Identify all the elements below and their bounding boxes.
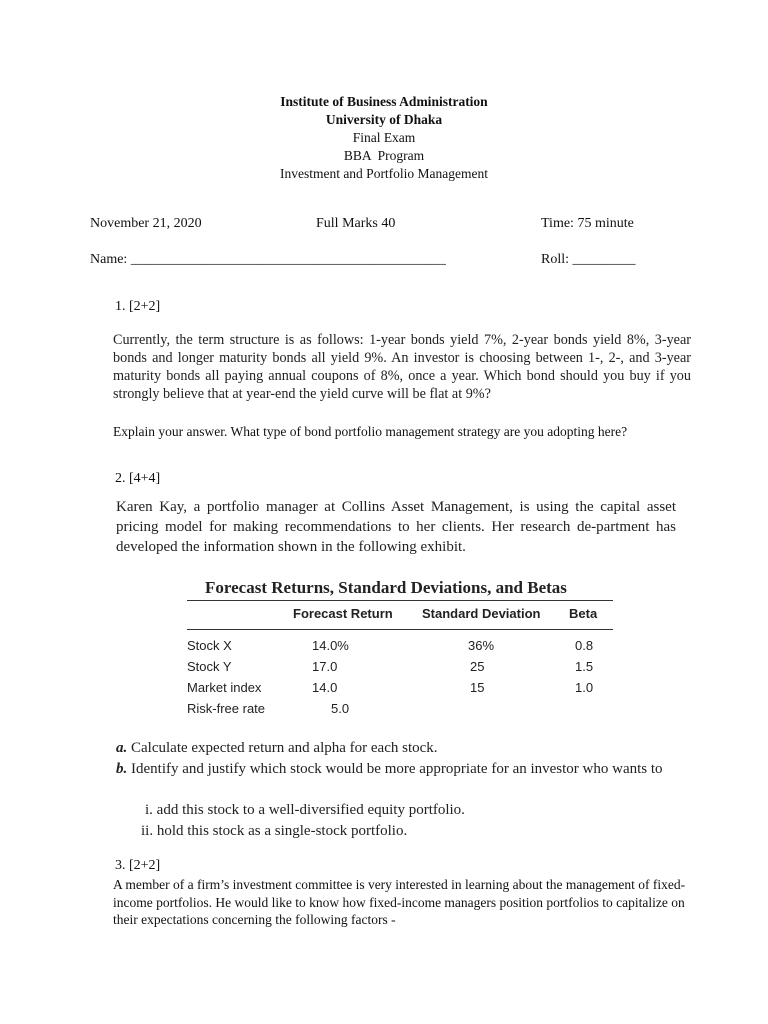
row-label: Stock X xyxy=(187,638,232,653)
col-header-return: Forecast Return xyxy=(293,606,393,621)
course-name: Investment and Portfolio Management xyxy=(279,166,489,181)
col-header-beta: Beta xyxy=(569,606,598,621)
part-a-letter: a. xyxy=(116,740,128,756)
table-header-rule xyxy=(187,629,613,630)
exam-header xyxy=(0,93,768,183)
q2-part-b xyxy=(116,759,676,779)
q1-followup: Explain your answer. What type of bond portfolio management strategy are you adopting here? xyxy=(113,424,628,439)
cell-return: 14.0% xyxy=(312,638,349,653)
exam-date: November 21, 2020 xyxy=(90,216,202,231)
q2-part-b-i: i. add this stock to a well-diversified equity portfolio. xyxy=(145,802,465,818)
part-b-text: Identify and justify which stock would be more appropriate for an investor who wants to xyxy=(131,761,663,777)
q2-part-a xyxy=(116,738,676,758)
table-title: Forecast Returns, Standard Deviations, and Betas xyxy=(205,578,567,597)
university-name: University of Dhaka xyxy=(325,112,443,127)
row-label: Stock Y xyxy=(187,659,232,674)
program-name: BBA Program xyxy=(343,148,425,163)
cell-return: 5.0 xyxy=(331,701,350,716)
cell-return: 14.0 xyxy=(312,680,338,695)
q2-body: Karen Kay, a portfolio manager at Collins Asset Management, is using the capital asset pricing model for making recommendations to her clients. Her research de-partment has developed the information shown in the following exhibit. xyxy=(116,499,676,555)
q2-part-b-ii: ii. hold this stock as a single-stock portfolio. xyxy=(141,823,408,839)
q3-body: A member of a firm’s investment committee is very interested in learning about the management of fixed-income portfolios. He would like to know how fixed-income managers position portfolios to capitalize on their expectations concerning the following factors - xyxy=(113,877,686,927)
part-a-text: Calculate expected return and alpha for each stock. xyxy=(131,740,438,756)
q1-body: Currently, the term structure is as follows: 1-year bonds yield 7%, 2-year bonds yield 8%, 3-year bonds and longer maturity bonds all yield 9%. An investor is choosing between 1-, 2-, and 3-year maturity bonds all paying annual coupons of 8%, once a year. Which bond should you buy if you strongly believe that at year-end the yield curve will be flat at 9%? xyxy=(113,332,691,402)
full-marks: Full Marks 40 xyxy=(316,216,396,231)
cell-sd: 36% xyxy=(468,638,495,653)
institute-name: Institute of Business Administration xyxy=(280,94,488,109)
name-line: _____________________________________________ xyxy=(130,252,446,267)
roll-label: Roll: xyxy=(541,252,573,267)
row-label: Risk-free rate xyxy=(187,701,266,716)
q3-number: 3. [2+2] xyxy=(115,858,161,873)
row-label: Market index xyxy=(187,680,262,695)
table-top-rule xyxy=(187,600,613,601)
exam-title: Final Exam xyxy=(352,130,416,145)
q2-number: 2. [4+4] xyxy=(115,471,161,486)
cell-return: 17.0 xyxy=(312,659,338,674)
cell-beta: 1.5 xyxy=(575,659,594,674)
name-label: Name: xyxy=(90,252,131,267)
exam-time: Time: 75 minute xyxy=(541,216,634,231)
col-header-sd: Standard Deviation xyxy=(422,606,541,621)
q1-number: 1. [2+2] xyxy=(115,299,161,314)
part-b-letter: b. xyxy=(116,761,128,777)
cell-sd: 15 xyxy=(470,680,485,695)
cell-sd: 25 xyxy=(470,659,485,674)
name-field[interactable] xyxy=(90,252,446,268)
cell-beta: 1.0 xyxy=(575,680,594,695)
cell-beta: 0.8 xyxy=(575,638,594,653)
roll-field[interactable] xyxy=(541,252,636,268)
roll-line: _________ xyxy=(572,252,636,267)
